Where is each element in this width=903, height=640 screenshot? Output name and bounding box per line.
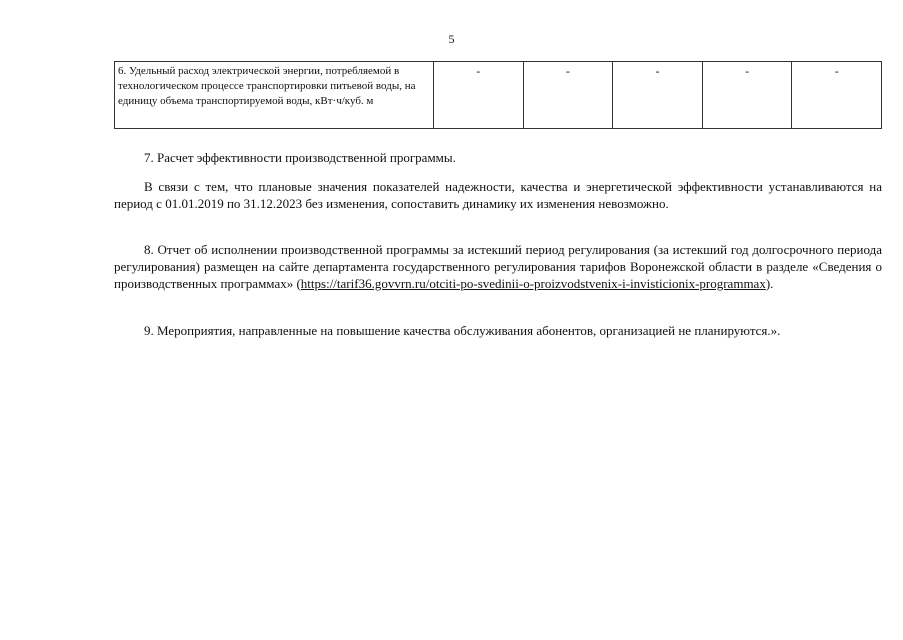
indicator-table: [114, 61, 882, 129]
indicator-label-cell: 6. Удельный расход электрической энергии, потребляемой в технологическом процессе транспортировки питьевой воды, на единицу объема транспортируемой воды, кВт·ч/куб. м: [115, 62, 434, 129]
section-7-body: В связи с тем, что плановые значения показателей надежности, качества и энергетической эффективности устанавливаются на период с 01.01.2019 по 31.12.2023 без изменения, сопоставить динамику их изменения невозможно.: [114, 179, 882, 211]
indicator-value-cell: -: [702, 62, 792, 129]
tariff-site-link[interactable]: https://tarif36.govvrn.ru/otciti-po-svedinii-o-proizvodstvenix-i-invisticionix-programmax: [300, 276, 766, 291]
table-row: [115, 62, 882, 129]
page-number: 5: [448, 32, 455, 46]
indicator-value-cell: -: [792, 62, 882, 129]
section-9-paragraph: 9. Мероприятия, направленные на повышение качества обслуживания абонентов, организацией не планируются.».: [144, 323, 781, 338]
section-7-heading: 7. Расчет эффективности производственной программы.: [144, 150, 456, 165]
indicator-value-cell: -: [434, 62, 524, 129]
section-8-text: 8. Отчет об исполнении производственной программы за истекший период регулирования (за истекший год долгосрочного периода регулирования) размещен на сайте департамента государственного регулирования тарифов Воронежской области в разделе «Сведения о производственных программах» (: [114, 242, 882, 291]
indicator-value-cell: -: [523, 62, 613, 129]
section-8-text-end: ).: [765, 276, 774, 291]
section-8-paragraph: [114, 241, 882, 292]
indicator-value-cell: -: [613, 62, 703, 129]
